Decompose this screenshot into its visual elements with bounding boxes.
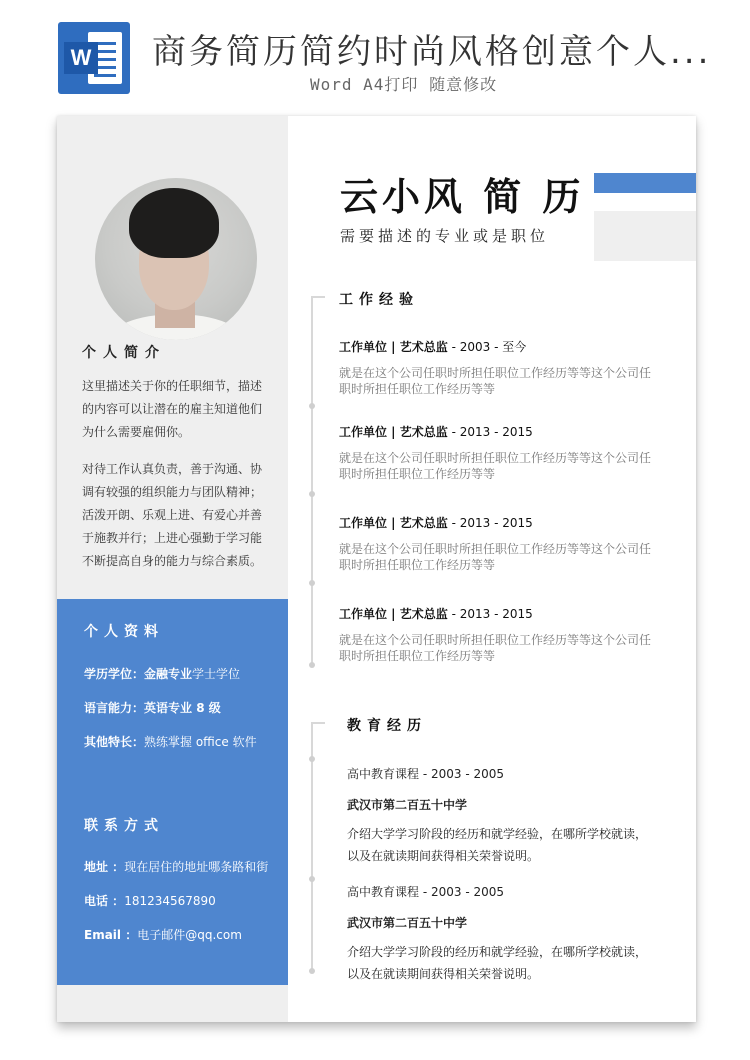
contact-row-phone: 电话 ：181234567890 <box>84 894 216 908</box>
work-title: 工作经验 <box>339 292 419 308</box>
document-subtitle: Word A4打印 随意修改 <box>310 75 498 94</box>
edu-course: 高中教育课程 - 2003 - 2005 <box>347 767 504 781</box>
education-title: 教育经历 <box>347 718 427 734</box>
timeline-dot <box>309 403 315 409</box>
job-header: 工作单位 | 艺术总监 - 2013 - 2015 <box>339 516 533 530</box>
profile-para-2: 对待工作认真负责，善于沟通、协调有较强的组织能力与团队精神；活泼开朗、乐观上进、有爱心并善于施教并行；上进心强勤于学习能不断提高自身的能力与综合素质。 <box>82 462 263 568</box>
job-desc: 就是在这个公司任职时所担任职位工作经历等等这个公司任职时所担任职位工作经历等等 <box>339 366 652 396</box>
accent-bar <box>594 173 696 193</box>
resume-page <box>57 116 696 1022</box>
info-row-education: 学历学位：金融专业学士学位 <box>84 667 241 681</box>
job-desc: 就是在这个公司任职时所担任职位工作经历等等这个公司任职时所担任职位工作经历等等 <box>339 451 652 481</box>
work-timeline <box>311 296 313 666</box>
word-letter: W <box>64 42 98 74</box>
info-panel <box>57 599 288 985</box>
job-header: 工作单位 | 艺术总监 - 2003 - 至今 <box>339 340 527 354</box>
contact-row-address: 地址 ：现在居住的地址哪条路和街 <box>84 860 269 874</box>
profile-title: 个人简介 <box>82 345 166 361</box>
edu-course: 高中教育课程 - 2003 - 2005 <box>347 885 504 899</box>
edu-desc: 介绍大学学习阶段的经历和就学经验，在哪所学校就读，以及在就读期间获得相关荣誉说明。 <box>347 945 648 981</box>
timeline-dot <box>309 968 315 974</box>
word-document-icon <box>58 22 130 94</box>
edu-desc: 介绍大学学习阶段的经历和就学经验，在哪所学校就读，以及在就读期间获得相关荣誉说明。 <box>347 827 648 863</box>
accent-block <box>594 211 696 261</box>
timeline-dot <box>309 756 315 762</box>
info-row-language: 语言能力：英语专业 8 级 <box>84 701 221 715</box>
timeline-dot <box>309 876 315 882</box>
profile-para-1: 这里描述关于你的任职细节，描述的内容可以让潜在的雇主知道他们为什么需要雇佣你。 <box>82 379 263 439</box>
edu-school: 武汉市第二百五十中学 <box>347 798 468 812</box>
resume-name: 云小风 简 历 <box>340 175 585 219</box>
timeline-dot <box>309 662 315 668</box>
left-column <box>57 116 288 1022</box>
resume-role: 需要描述的专业或是职位 <box>340 227 550 245</box>
job-desc: 就是在这个公司任职时所担任职位工作经历等等这个公司任职时所担任职位工作经历等等 <box>339 633 652 663</box>
timeline-dot <box>309 580 315 586</box>
timeline-cap <box>311 722 325 724</box>
job-header: 工作单位 | 艺术总监 - 2013 - 2015 <box>339 425 533 439</box>
info-row-skills: 其他特长：熟练掌握 office 软件 <box>84 735 257 749</box>
avatar <box>95 178 257 340</box>
job-header: 工作单位 | 艺术总监 - 2013 - 2015 <box>339 607 533 621</box>
edu-school: 武汉市第二百五十中学 <box>347 916 468 930</box>
info-title: 个人资料 <box>84 624 164 640</box>
timeline-cap <box>311 296 325 298</box>
contact-row-email: Email ：电子邮件@qq.com <box>84 928 242 942</box>
document-title: 商务简历简约时尚风格创意个人... <box>152 32 712 72</box>
job-desc: 就是在这个公司任职时所担任职位工作经历等等这个公司任职时所担任职位工作经历等等 <box>339 542 652 572</box>
contact-title: 联系方式 <box>84 818 164 834</box>
timeline-dot <box>309 491 315 497</box>
